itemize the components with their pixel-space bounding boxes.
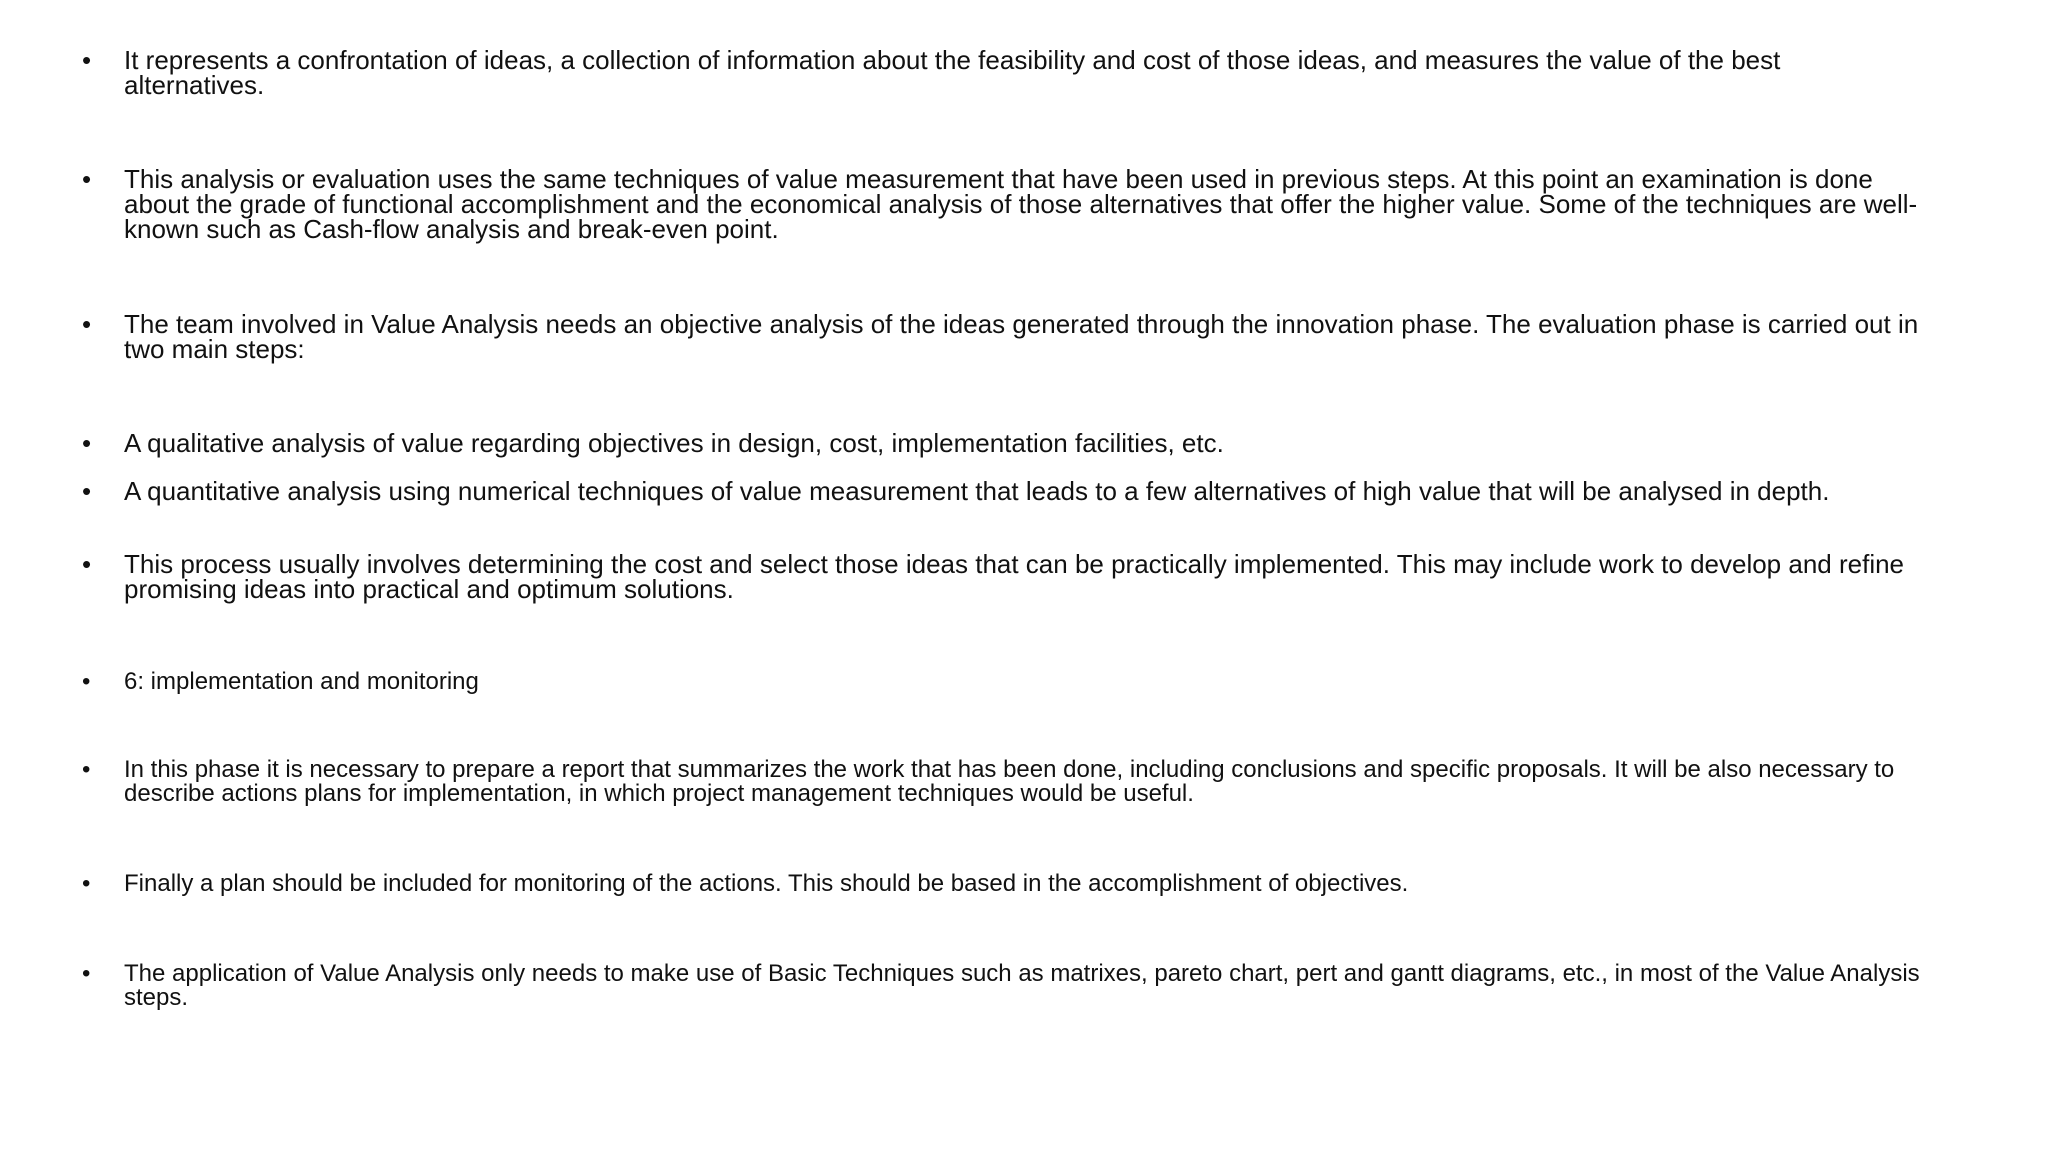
bullet-icon: • xyxy=(82,549,92,579)
bullet-icon: • xyxy=(82,870,91,897)
bullet-item xyxy=(80,428,1920,458)
bullet-icon: • xyxy=(82,668,91,695)
bullet-text: This process usually involves determining the cost and select those ideas that can be practically implemented. This may include work to develop and refine promising ideas into practical and optimum solutions. xyxy=(124,549,1905,604)
bullet-text: In this phase it is necessary to prepare a report that summarizes the work that has been done, including conclusions and specific proposals. It will be also necessary to describe actions plans for implementation, in which project management techniques would be useful. xyxy=(124,756,1895,807)
bullet-item xyxy=(80,872,1920,896)
bullet-text: It represents a confrontation of ideas, a collection of information about the feasibility and cost of those ideas, and measures the value of the best alternatives. xyxy=(124,45,1781,100)
bullet-icon: • xyxy=(82,756,91,783)
bullet-item xyxy=(80,758,1920,806)
bullet-text: The team involved in Value Analysis needs an objective analysis of the ideas generated through the innovation phase. The evaluation phase is carried out in two main steps: xyxy=(124,309,1919,364)
bullet-text: A quantitative analysis using numerical techniques of value measurement that leads to a few alternatives of high value that will be analysed in depth. xyxy=(124,476,1830,506)
bullet-text: A qualitative analysis of value regarding objectives in design, cost, implementation facilities, etc. xyxy=(124,428,1224,458)
bullet-text: This analysis or evaluation uses the same techniques of value measurement that have been used in previous steps. At this point an examination is done about the grade of functional accomplishment and the economical analysis of those alternatives that offer the higher value. Some of the techniques are well-known such as Cash-flow analysis and break-even point. xyxy=(124,164,1918,244)
bullet-item xyxy=(80,164,1920,244)
bullet-icon: • xyxy=(82,428,92,458)
bullet-item xyxy=(80,549,1920,604)
bullet-item xyxy=(80,309,1920,364)
bullet-icon: • xyxy=(82,476,92,506)
bullet-text: Finally a plan should be included for monitoring of the actions. This should be based in the accomplishment of objectives. xyxy=(124,870,1409,897)
bullet-text: 6: implementation and monitoring xyxy=(124,668,479,695)
bullet-icon: • xyxy=(82,45,92,75)
bullet-icon: • xyxy=(82,960,91,987)
bullet-text: The application of Value Analysis only needs to make use of Basic Techniques such as matrixes, pareto chart, pert and gantt diagrams, etc., in most of the Value Analysis steps. xyxy=(124,960,1920,1011)
bullet-item xyxy=(80,962,1920,1010)
bullet-icon: • xyxy=(82,309,92,339)
bullet-icon: • xyxy=(82,164,92,194)
bullet-item xyxy=(80,670,1920,694)
bullet-item xyxy=(80,45,1920,100)
bullet-item xyxy=(80,476,1920,506)
